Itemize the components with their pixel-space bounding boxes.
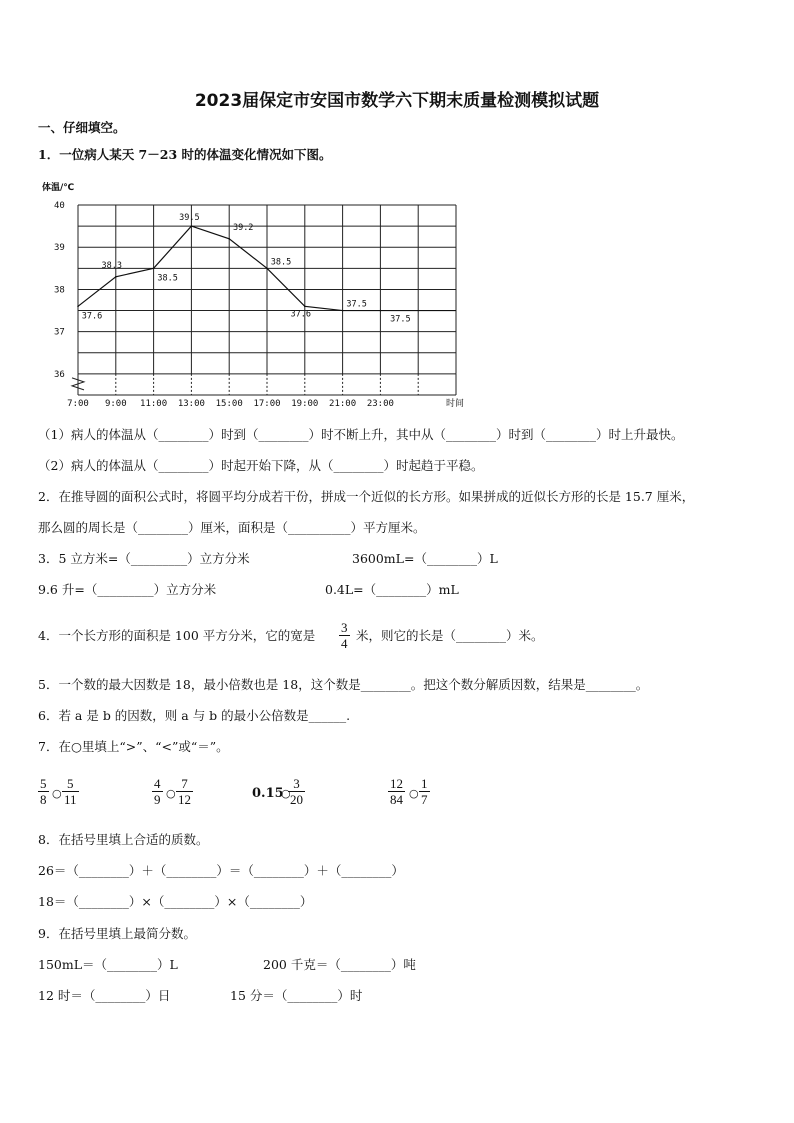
denominator: 11 [64,792,77,807]
numerator: 5 [40,776,47,791]
fraction [176,776,193,807]
data-label: 39.5 [179,213,200,224]
x-tick-label: 9:00 [104,399,127,409]
fraction [38,776,49,807]
fraction [419,776,430,807]
data-label: 37.6 [81,311,103,322]
numerator: 7 [176,776,193,792]
denominator: 7 [421,792,428,807]
question-2-line-1: 2．在推导圆的面积公式时，将圆平均分成若干份，拼成一个近似的长方形。如果拼成的近似长方形的长是 15.7 厘米， [38,489,695,504]
compare-circle[interactable]: ○ [281,787,291,800]
data-point [153,268,155,270]
question-9: 9．在括号里填上最简分数。 [38,926,196,941]
data-label: 38.3 [101,260,123,271]
y-tick-label: 38 [54,285,65,296]
compare-circle[interactable]: ○ [409,787,419,800]
question-8: 8．在括号里填上合适的质数。 [38,832,209,847]
data-point [380,310,382,312]
x-axis-label: 时间 [446,399,465,409]
x-tick-label: 17:00 [253,399,281,409]
fraction-numerator: 3 [341,620,348,635]
numerator: 1 [421,776,428,791]
denominator: 8 [40,792,47,807]
question-3-d: 0.4L=（________）mL [325,582,459,597]
data-label: 37.6 [290,309,312,320]
question-1-part-1: （1）病人的体温从（________）时到（________）时不断上升，其中从（________）时到（________）时上升最快。 [38,427,684,442]
numerator: 12 [390,776,403,791]
data-point [191,225,193,227]
y-axis-label: 体温/℃ [42,183,75,193]
fraction-width [339,620,350,651]
y-tick-label: 40 [54,201,65,211]
axis-break-icon [72,378,84,390]
compare-circle[interactable]: ○ [166,787,176,800]
question-2-line-2: 那么圆的周长是（________）厘米，面积是（__________）平方厘米。 [38,520,426,535]
x-tick-label: 23:00 [366,399,394,409]
compare-circle[interactable]: ○ [52,787,62,800]
numerator: 5 [62,776,79,792]
page-title: 2023届保定市安国市数学六下期末质量检测模拟试题 [194,91,600,111]
denominator: 20 [290,792,303,807]
data-point [228,238,230,240]
fraction [152,776,163,807]
fraction-denominator: 4 [341,636,348,651]
x-tick-label: 19:00 [291,399,319,409]
question-3-c: 9.6 升=（_________）立方分米 [38,582,217,597]
x-tick-label: 15:00 [215,399,243,409]
chart-grid [72,205,456,395]
x-tick-label: 13:00 [177,399,205,409]
denominator: 12 [178,792,191,807]
data-point [304,306,306,308]
denominator: 9 [154,792,161,807]
data-point [342,310,344,312]
data-point [115,276,117,278]
numerator: 3 [288,776,305,792]
question-3-b: 3600mL=（________）L [352,551,498,566]
section-heading: 一、仔细填空。 [38,120,126,135]
x-tick-label: 7:00 [67,399,89,409]
question-8-line-1: 26＝（________）＋（________）＝（________）＋（________） [38,863,404,878]
question-9-d: 15 分＝（________）时 [230,988,363,1003]
question-5: 5．一个数的最大因数是 18，最小倍数也是 18，这个数是________。把这个数分解质因数，结果是________。 [38,677,649,692]
question-9-b: 200 千克＝（________）吨 [263,957,416,972]
question-1-part-2: （2）病人的体温从（________）时起开始下降，从（________）时起趋于平稳。 [38,458,484,473]
question-4-text: 4．一个长方形的面积是 100 平方分米，它的宽是 [38,628,316,643]
data-point [77,306,79,308]
question-7: 7．在○里填上“>”、“<”或“＝”。 [38,739,229,754]
x-tick-label: 11:00 [140,399,168,409]
y-tick-label: 37 [54,327,65,338]
numerator: 4 [154,776,161,791]
data-label: 37.5 [346,299,367,310]
y-tick-label: 36 [54,369,65,380]
fraction [62,776,79,807]
denominator: 84 [390,792,403,807]
question-9-c: 12 时＝（________）日 [38,988,171,1003]
y-tick-label: 39 [54,243,65,254]
decimal-value: 0.15 [252,786,284,801]
data-point [266,268,268,270]
question-1: 1．一位病人某天 7－23 时的体温变化情况如下图。 [38,147,332,162]
data-label: 38.5 [157,273,178,284]
data-label: 38.5 [270,257,292,268]
question-4-rest: 米，则它的长是（________）米。 [356,628,544,643]
fraction [388,776,405,807]
question-3-a: 3．5 立方米=（_________）立方分米 [38,551,250,566]
question-6: 6．若 a 是 b 的因数，则 a 与 b 的最小公倍数是______. [38,708,351,723]
x-tick-label: 21:00 [329,399,357,409]
fraction [288,776,305,807]
question-8-line-2: 18＝（________）×（________）×（________） [38,894,313,909]
data-label: 39.2 [232,222,254,233]
question-9-a: 150mL＝（________）L [38,957,178,972]
temperature-line-chart [30,175,480,415]
data-label: 37.5 [390,314,411,325]
